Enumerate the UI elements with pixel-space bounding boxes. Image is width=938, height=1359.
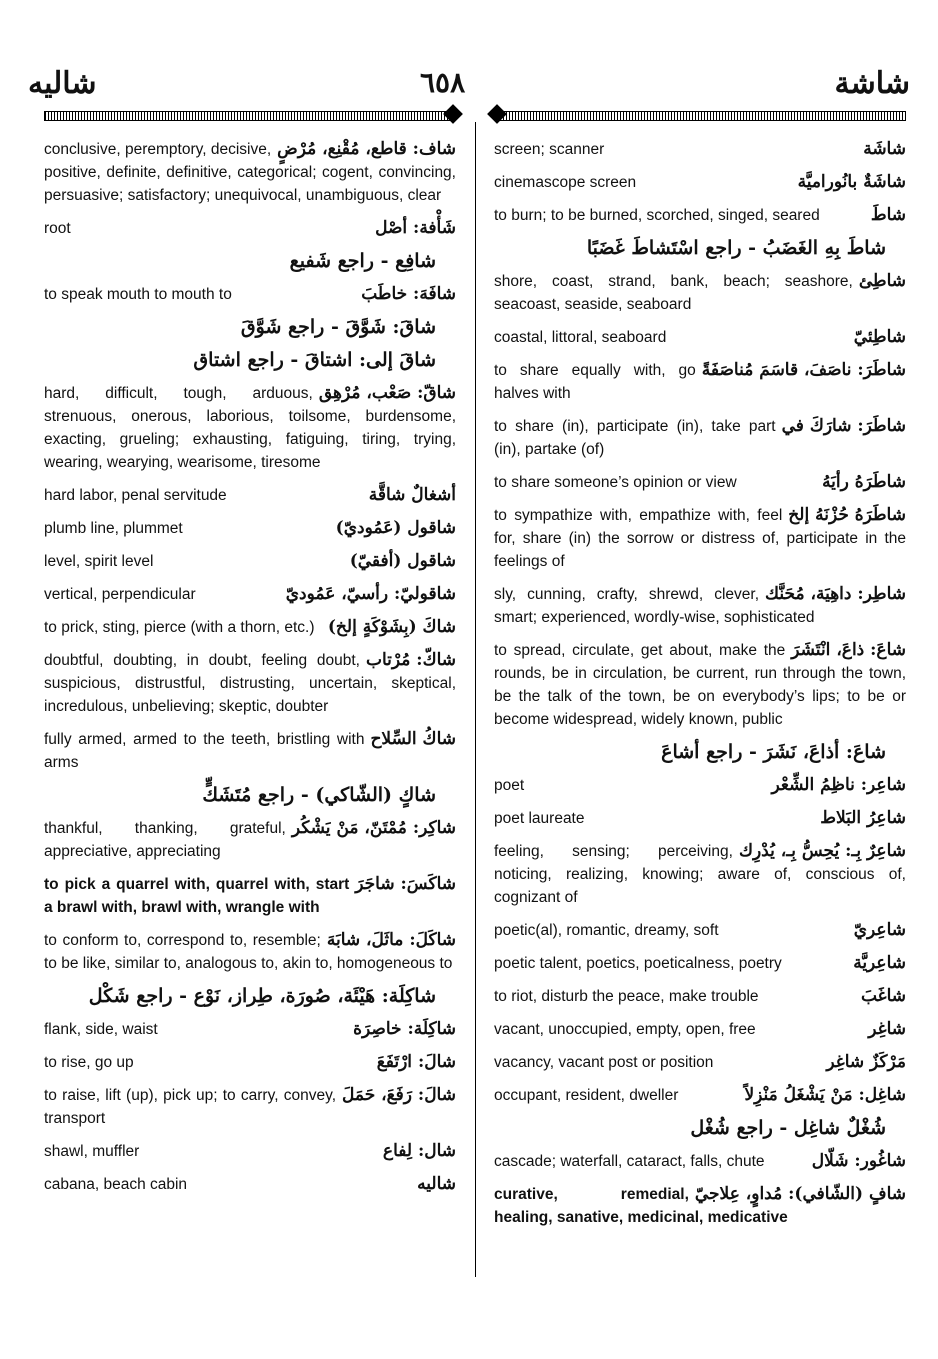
english-definition: vacant, unoccupied, empty, open, free (494, 1021, 756, 1038)
dictionary-entry (44, 649, 456, 718)
arabic-headword: شاكِلَة: هَيْئَة، صُورَة، طِراز، نَوْع - راجع شَكْل (88, 985, 436, 1007)
dictionary-entry (494, 359, 906, 405)
dictionary-entry (494, 840, 906, 909)
english-definition: root (44, 220, 71, 237)
dictionary-entry (44, 985, 436, 1008)
english-definition: conclusive, peremptory, decisive, positive, definite, definitive, categorical; cogent, convincing, persuasive; satisfactory; unequivocal, unambiguous, clear (44, 141, 456, 204)
arabic-headword: شاطَ بِهِ الغَضَبُ - راجع اسْتَشاطَ غَضَبًا (586, 237, 886, 259)
dictionary-entry (44, 1018, 456, 1041)
arabic-headword: شاعِريَّة (853, 953, 906, 973)
arabic-headword: مَرْكَزٌ شاغِر (826, 1052, 906, 1072)
arabic-headword: شاعَ: ذاعَ، انْتَشَرَ (791, 640, 906, 660)
english-definition: fully armed, armed to the teeth, bristling with arms (44, 731, 365, 771)
dictionary-entry (494, 1183, 906, 1229)
dictionary-entry (44, 1084, 456, 1130)
arabic-headword: شاطِئيّ (853, 327, 906, 347)
arabic-headword: شاكَلَ: ماثَلَ، شابَهَ (326, 930, 456, 950)
dictionary-entry (494, 985, 906, 1008)
dictionary-entry (494, 415, 906, 461)
english-definition: hard, difficult, tough, arduous, strenuous, onerous, laborious, toilsome, burdensome, exacting, grueling; exhausting, fatiguing, tiring, trying, wearing, wearying, wearisome, tiresome (44, 385, 456, 471)
english-definition: to share someone’s opinion or view (494, 474, 737, 491)
arabic-headword: شاكَسَ: شاجَرَ (355, 874, 456, 894)
english-definition: sly, cunning, crafty, shrewd, clever, smart; experienced, wordly-wise, sophisticated (494, 586, 815, 626)
dictionary-entry (494, 471, 906, 494)
dictionary-entry (494, 1117, 886, 1140)
arabic-headword: شاف: قاطع، مُقْنِع، مُرْضٍ (277, 139, 456, 159)
dictionary-entry (494, 204, 906, 227)
arabic-headword: شاكُ السِّلاح (370, 729, 456, 749)
english-definition: to riot, disturb the peace, make trouble (494, 988, 759, 1005)
dictionary-entry (44, 583, 456, 606)
right-column (494, 138, 906, 1239)
english-definition: cinemascope screen (494, 174, 637, 191)
rule-bar (44, 111, 454, 121)
english-definition: poet (494, 777, 525, 794)
dictionary-entry (494, 952, 906, 975)
arabic-headword: شاعَ: أذاعَ، نَشَرَ - راجع أشاعَ (661, 741, 886, 763)
arabic-headword: شافَهَ: خاطَبَ (361, 284, 456, 304)
dictionary-entry (44, 382, 456, 474)
english-definition: to sympathize with, empathize with, feel for, share (in) the sorrow or distress of, participate in the feelings of (494, 507, 906, 570)
arabic-headword: شالَ: رَفَعَ، حَمَلَ (342, 1085, 456, 1105)
english-definition: to prick, sting, pierce (with a thorn, etc.) (44, 619, 315, 636)
english-definition: to conform to, correspond to, resemble; to be like, similar to, analogous to, akin to, homogeneous to (44, 932, 453, 972)
running-head-right: شاشة (834, 66, 910, 101)
arabic-headword: شاغَبَ (860, 986, 906, 1006)
dictionary-entry (44, 217, 456, 240)
english-definition: shore, coast, strand, bank, beach; seashore, seacoast, seaside, seaboard (494, 273, 853, 313)
english-definition: coastal, littoral, seaboard (494, 329, 667, 346)
english-definition: screen; scanner (494, 141, 605, 158)
english-definition: occupant, resident, dweller (494, 1087, 679, 1104)
rule-bar (496, 111, 906, 121)
arabic-headword: شاشَةٌ بانُوراميَّة (797, 172, 906, 192)
arabic-headword: شافِع - راجع شَفيع (289, 250, 436, 272)
arabic-headword: شَأْفة: أصْل (375, 218, 456, 238)
arabic-headword: شاغِل: مَنْ يَشْغَلُ مَنْزِلاً (744, 1085, 906, 1105)
dictionary-entry (44, 1140, 456, 1163)
english-definition: flank, side, waist (44, 1021, 158, 1038)
dictionary-entry (494, 270, 906, 316)
dictionary-entry (44, 1173, 456, 1196)
english-definition: plumb line, plummet (44, 520, 183, 537)
arabic-headword: شاعِريّ (853, 920, 906, 940)
arabic-headword: شاكِر: مُمْتَنّ، مَنْ يَشْكُر (291, 818, 456, 838)
dictionary-entry (494, 583, 906, 629)
english-definition: poetic(al), romantic, dreamy, soft (494, 922, 719, 939)
dictionary-entry (494, 237, 886, 260)
dictionary-entry (44, 250, 436, 273)
dictionary-entry (44, 728, 456, 774)
arabic-headword: شاشَة (863, 139, 906, 159)
english-definition: cabana, beach cabin (44, 1176, 188, 1193)
dictionary-entry (494, 741, 886, 764)
english-definition: vertical, perpendicular (44, 586, 196, 603)
english-definition: doubtful, doubting, in doubt, feeling doubt, suspicious, distrustful, distrusting, uncertain, skeptical, incredulous, unbelieving; skeptic, doubter (44, 652, 456, 715)
dictionary-entry (44, 929, 456, 975)
arabic-headword: شاكٍ (الشّاكي) - راجع مُتَشَكٍّ (202, 784, 436, 806)
dictionary-entry (494, 1051, 906, 1074)
dictionary-entry (494, 504, 906, 573)
english-definition: to spread, circulate, get about, make the rounds, be in circulation, be current, run through the town, be the talk of the town, be on everybody’s lips; to be or become widespread, widely known, public (494, 642, 906, 728)
arabic-headword: شاليه (417, 1174, 456, 1194)
column-divider (475, 122, 476, 1277)
arabic-headword: شاغِر (868, 1019, 906, 1039)
english-definition: thankful, thanking, grateful, appreciative, appreciating (44, 820, 286, 860)
dictionary-entry (44, 283, 456, 306)
arabic-headword: شاطَرَ: ناصَفَ، قاسَمَ مُناصَفَةً (701, 360, 906, 380)
arabic-headword: شاطِئ (858, 271, 906, 291)
arabic-headword: شالَ: ارْتَفَعَ (376, 1052, 456, 1072)
english-definition: hard labor, penal servitude (44, 487, 227, 504)
ornamental-rule-right (496, 108, 906, 122)
dictionary-entry (494, 326, 906, 349)
dictionary-entry (44, 784, 436, 807)
arabic-headword: شاقوليّ: رأسيّ، عَمُوديّ (285, 584, 456, 604)
arabic-headword: شاعِرُ البَلاط (820, 808, 906, 828)
english-definition: shawl, muffler (44, 1143, 140, 1160)
english-definition: to pick a quarrel with, quarrel with, start a brawl with, brawl with, wrangle with (44, 876, 350, 916)
arabic-headword: شاقَ: شَوَّقَ - راجع شَوَّقَ (240, 316, 436, 338)
dictionary-entry (494, 1150, 906, 1173)
arabic-headword: شاعِرٌ بِـ: يُحِسُّ بِـ، يُدْرِك (738, 841, 906, 861)
dictionary-entry (494, 171, 906, 194)
dictionary-entry (44, 316, 436, 339)
dictionary-entry (494, 639, 906, 731)
dictionary-entry (44, 349, 436, 372)
english-definition: to share equally with, go halves with (494, 362, 696, 402)
english-definition: level, spirit level (44, 553, 154, 570)
arabic-headword: شاقول (عَمُوديّ) (335, 518, 456, 538)
arabic-headword: شاقَ إلى: اشتاقَ - راجع اشتاق (193, 349, 436, 371)
running-head-left: شاليه (28, 66, 97, 101)
english-definition: feeling, sensing; perceiving, noticing, realizing, knowing; aware of, conscious of, cognizant of (494, 843, 906, 906)
arabic-headword: شاطَرَ: شارَكَ في (781, 416, 906, 436)
english-definition: to raise, lift (up), pick up; to carry, convey, transport (44, 1087, 337, 1127)
english-definition: to rise, go up (44, 1054, 134, 1071)
arabic-headword: شاطِر: داهِيَة، مُحَنَّك (765, 584, 906, 604)
dictionary-entry (44, 1051, 456, 1074)
arabic-headword: شاطَرَهُ حُزْنَهُ إلخ (788, 505, 906, 525)
dictionary-entry (494, 919, 906, 942)
dictionary-entry (494, 807, 906, 830)
page-number: ٦٥٨ (420, 66, 466, 99)
english-definition: to share (in), participate (in), take part (in), partake (of) (494, 418, 776, 458)
arabic-headword: شاطَ (870, 205, 906, 225)
dictionary-entry (494, 1084, 906, 1107)
ornamental-rule-left (44, 108, 454, 122)
english-definition: vacancy, vacant post or position (494, 1054, 714, 1071)
english-definition: poetic talent, poetics, poeticalness, poetry (494, 955, 782, 972)
arabic-headword: شاطَرَهُ رأيَهُ (822, 472, 906, 492)
left-column (44, 138, 456, 1206)
arabic-headword: شاعِر: ناظِمُ الشِّعْر (771, 775, 906, 795)
arabic-headword: شافٍ (الشّافي): مُداوٍ، عِلاجيّ (694, 1184, 906, 1204)
dictionary-entry (494, 138, 906, 161)
arabic-headword: شال: لِفاع (382, 1141, 456, 1161)
arabic-headword: شاقول (أفقيّ) (349, 551, 456, 571)
arabic-headword: شُغْلٌ شاغِل - راجع شُغْل (690, 1117, 886, 1139)
dictionary-entry (44, 616, 456, 639)
dictionary-entry (44, 484, 456, 507)
english-definition: curative, remedial, healing, sanative, medicinal, medicative (494, 1186, 788, 1226)
arabic-headword: شاغُور: شَلّال (811, 1151, 906, 1171)
arabic-headword: شاكَ (بِشَوْكَةٍ إلخ) (327, 617, 456, 637)
arabic-headword: شاكِلَة: خاصِرَة (353, 1019, 456, 1039)
english-definition: to speak mouth to mouth to (44, 286, 232, 303)
dictionary-entry (44, 550, 456, 573)
english-definition: cascade; waterfall, cataract, falls, chute (494, 1153, 765, 1170)
dictionary-entry (494, 1018, 906, 1041)
dictionary-entry (44, 138, 456, 207)
dictionary-entry (494, 774, 906, 797)
dictionary-entry (44, 517, 456, 540)
dictionary-entry (44, 817, 456, 863)
english-definition: poet laureate (494, 810, 585, 827)
arabic-headword: شاقّ: صَعْب، مُرْهِق (318, 383, 456, 403)
dictionary-entry (44, 873, 456, 919)
english-definition: to burn; to be burned, scorched, singed, seared (494, 207, 820, 224)
arabic-headword: شاكّ: مُرْتاب (365, 650, 456, 670)
arabic-headword: أشغالٌ شاقَّة (368, 485, 456, 505)
